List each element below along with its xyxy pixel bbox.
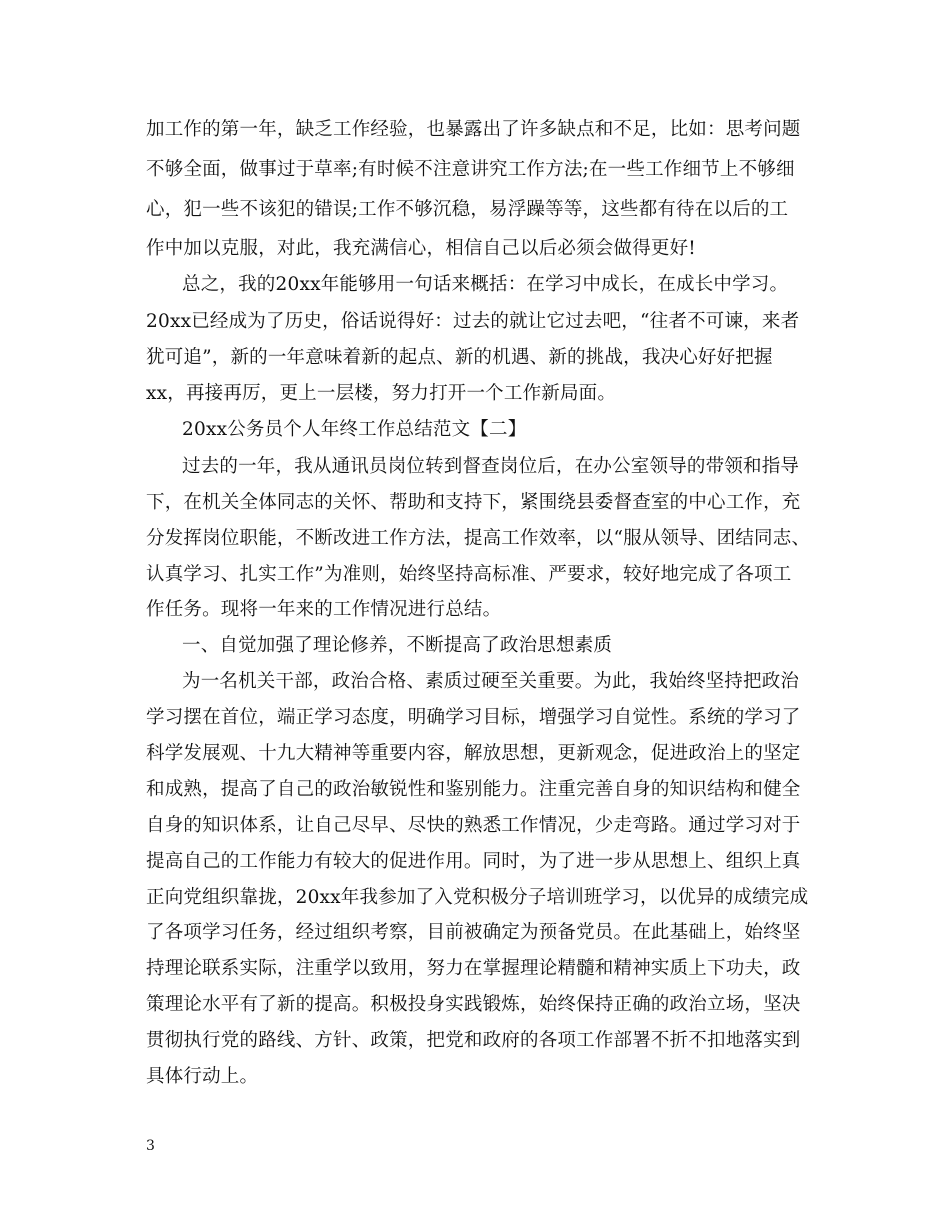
- paragraph-line: 认真学习、扎实工作”为准则，始终坚持高标准、严要求，较好地完成了各项工: [146, 564, 792, 585]
- paragraph-line: 提高自己的工作能力有较大的促进作用。同时，为了进一步从思想上、组织上真: [146, 851, 801, 872]
- paragraph-line: 了各项学习任务，经过组织考察，目前被确定为预备党员。在此基础上，始终坚: [146, 922, 801, 943]
- paragraph-line: 犹可追”，新的一年意味着新的起点、新的机遇、新的挑战，我决心好好把握: [146, 347, 773, 368]
- paragraph-line: 作中加以克服，对此，我充满信心，相信自己以后必须会做得更好!: [146, 238, 696, 259]
- paragraph-line: 学习摆在首位，端正学习态度，明确学习目标，增强学习自觉性。系统的学习了: [146, 707, 801, 728]
- paragraph-line: 不够全面，做事过于草率;有时候不注意讲究工作方法;在一些工作细节上不够细: [146, 159, 795, 180]
- subsection-heading: 一、自觉加强了理论修养，不断提高了政治思想素质: [182, 635, 613, 656]
- paragraph-line: 心，犯一些不该犯的错误;工作不够沉稳，易浮躁等等，这些都有待在以后的工: [146, 199, 789, 220]
- paragraph-line: 20xx已经成为了历史，俗话说得好：过去的就让它过去吧，“往者不可谏，来者: [146, 311, 800, 332]
- paragraph-line: 和成熟，提高了自己的政治敏锐性和鉴别能力。注重完善自身的知识结构和健全: [146, 779, 801, 800]
- page-number: 3: [146, 1138, 155, 1154]
- paragraph-line: 贯彻执行党的路线、方针、政策，把党和政府的各项工作部署不折不扣地落实到: [146, 1030, 801, 1051]
- paragraph-line: 正向党组织靠拢，20xx年我参加了入党积极分子培训班学习，以优异的成绩完成: [146, 887, 809, 908]
- paragraph-line: 为一名机关干部，政治合格、素质过硬至关重要。为此，我始终坚持把政治: [182, 671, 800, 692]
- paragraph-line: 过去的一年，我从通讯员岗位转到督查岗位后，在办公室领导的带领和指导: [182, 456, 800, 477]
- paragraph-line: 具体行动上。: [146, 1066, 259, 1087]
- paragraph-line: 总之，我的20xx年能够用一句话来概括：在学习中成长，在成长中学习。: [182, 274, 789, 295]
- paragraph-line: 作任务。现将一年来的工作情况进行总结。: [146, 599, 502, 620]
- paragraph-line: 下，在机关全体同志的关怀、帮助和支持下，紧围绕县委督查室的中心工作，充: [146, 492, 801, 513]
- paragraph-line: xx，再接再厉，更上一层楼，努力打开一个工作新局面。: [146, 383, 617, 404]
- paragraph-line: 持理论联系实际，注重学以致用，努力在掌握理论精髓和精神实质上下功夫，政: [146, 958, 801, 979]
- paragraph-line: 分发挥岗位职能，不断改进工作方法，提高工作效率，以“服从领导、团结同志、: [146, 528, 811, 549]
- paragraph-line: 自身的知识体系，让自己尽早、尽快的熟悉工作情况，少走弯路。通过学习对于: [146, 815, 801, 836]
- paragraph-line: 策理论水平有了新的提高。积极投身实践锻炼，始终保持正确的政治立场，坚决: [146, 994, 801, 1015]
- paragraph-line: 科学发展观、十九大精神等重要内容，解放思想，更新观念，促进政治上的坚定: [146, 743, 801, 764]
- paragraph-line: 加工作的第一年，缺乏工作经验，也暴露出了许多缺点和不足，比如：思考问题: [146, 119, 801, 140]
- section-heading: 20xx公务员个人年终工作总结范文【二】: [182, 419, 527, 440]
